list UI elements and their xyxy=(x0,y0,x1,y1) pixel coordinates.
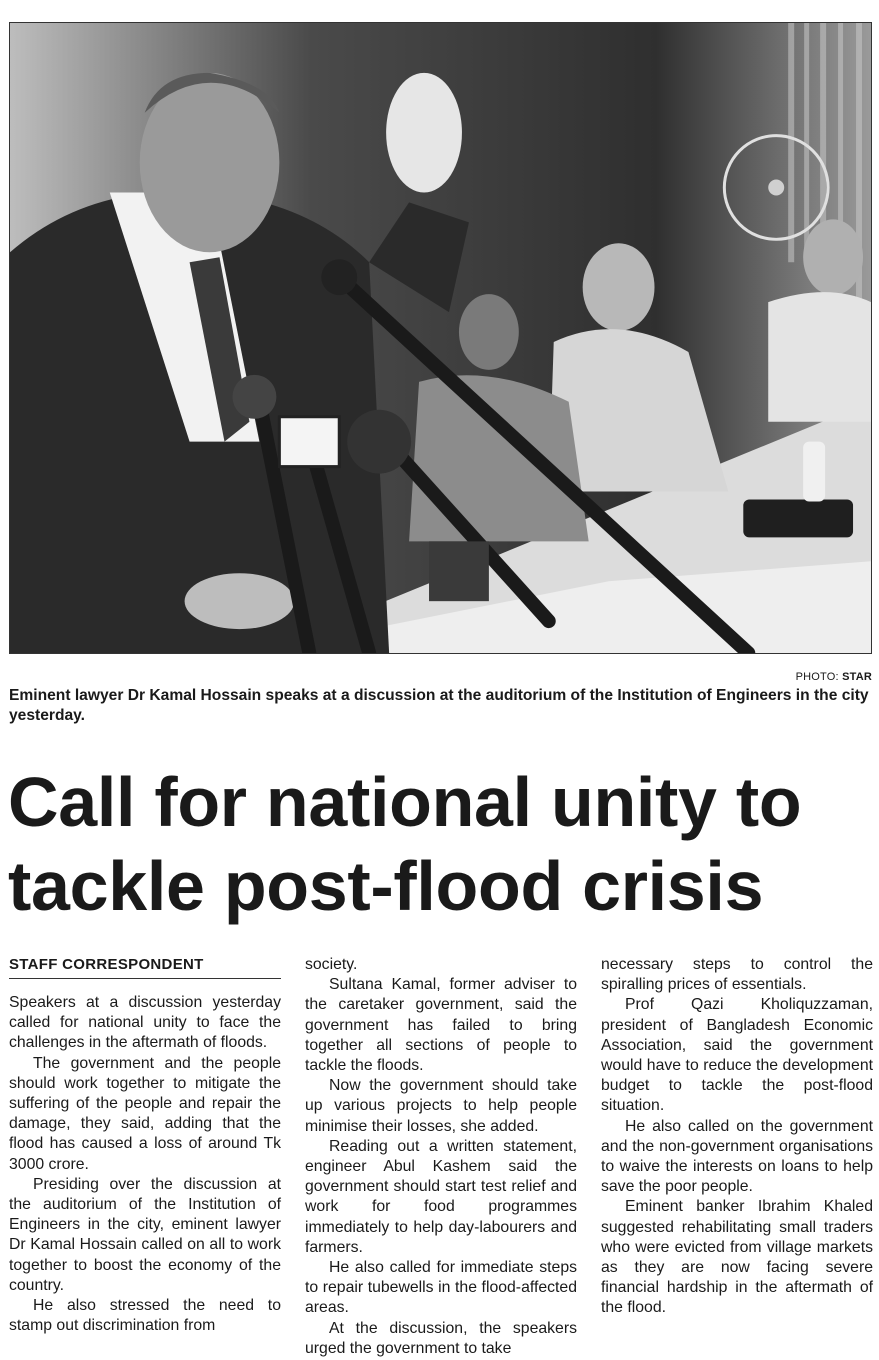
paragraph: Reading out a written statement, engineer Abul Kashem said the government should start test relief and work for food programmes immediately to help day-labourers and farmers. xyxy=(305,1137,577,1256)
photo-credit-prefix: PHOTO: xyxy=(795,671,843,683)
press-conference-illustration xyxy=(10,23,871,653)
paragraph: society. xyxy=(305,956,358,973)
headline-line-1: Call for national unity to xyxy=(8,763,802,841)
news-photo xyxy=(9,22,872,654)
paragraph: He also called for immediate steps to repair tubewells in the flood-affected areas. xyxy=(305,1259,577,1317)
article-column-2 xyxy=(305,955,577,1359)
paragraph: Prof Qazi Kholiquzzaman, president of Bangladesh Economic Association, said the government would have to reduce the development budget to tackle the post-flood situation. xyxy=(601,996,873,1115)
paragraph: necessary steps to control the spiralling prices of essentials. xyxy=(601,956,873,994)
headline-line-2: tackle post-flood crisis xyxy=(8,847,764,925)
paragraph: He also stressed the need to stamp out discrimination from xyxy=(9,1297,281,1335)
photo-credit xyxy=(796,671,872,683)
paragraph: Eminent banker Ibrahim Khaled suggested rehabilitating small traders who were evicted from village markets as they are now facing severe financial hardship in the aftermath of the flood. xyxy=(601,1198,873,1317)
paragraph: Speakers at a discussion yesterday called for national unity to face the challenges in the aftermath of floods. xyxy=(9,994,281,1052)
photo-credit-source: STAR xyxy=(842,671,872,683)
photo-caption: Eminent lawyer Dr Kamal Hossain speaks at a discussion at the auditorium of the Institution of Engineers in the city yesterday. xyxy=(9,687,869,724)
paragraph: The government and the people should work together to mitigate the suffering of the people and repair the damage, they said, adding that the flood has caused a loss of around Tk 3000 crore. xyxy=(9,1054,281,1173)
article-column-3 xyxy=(601,955,873,1319)
paragraph: Now the government should take up various projects to help people minimise their losses, she added. xyxy=(305,1077,577,1135)
byline: STAFF CORRESPONDENT xyxy=(9,955,281,979)
paragraph: At the discussion, the speakers urged the government to take xyxy=(305,1319,577,1357)
paragraph: Sultana Kamal, former adviser to the caretaker government, said the government has failed to bring together all sections of people to tackle the floods. xyxy=(305,976,577,1075)
article-column-1 xyxy=(9,955,281,1336)
paragraph: Presiding over the discussion at the auditorium of the Institution of Engineers in the city, eminent lawyer Dr Kamal Hossain called on all to work together to boost the economy of the country. xyxy=(9,1175,281,1294)
paragraph: He also called on the government and the non-government organisations to waive the interests on loans to help save the poor people. xyxy=(601,1117,873,1196)
headline xyxy=(8,760,876,928)
